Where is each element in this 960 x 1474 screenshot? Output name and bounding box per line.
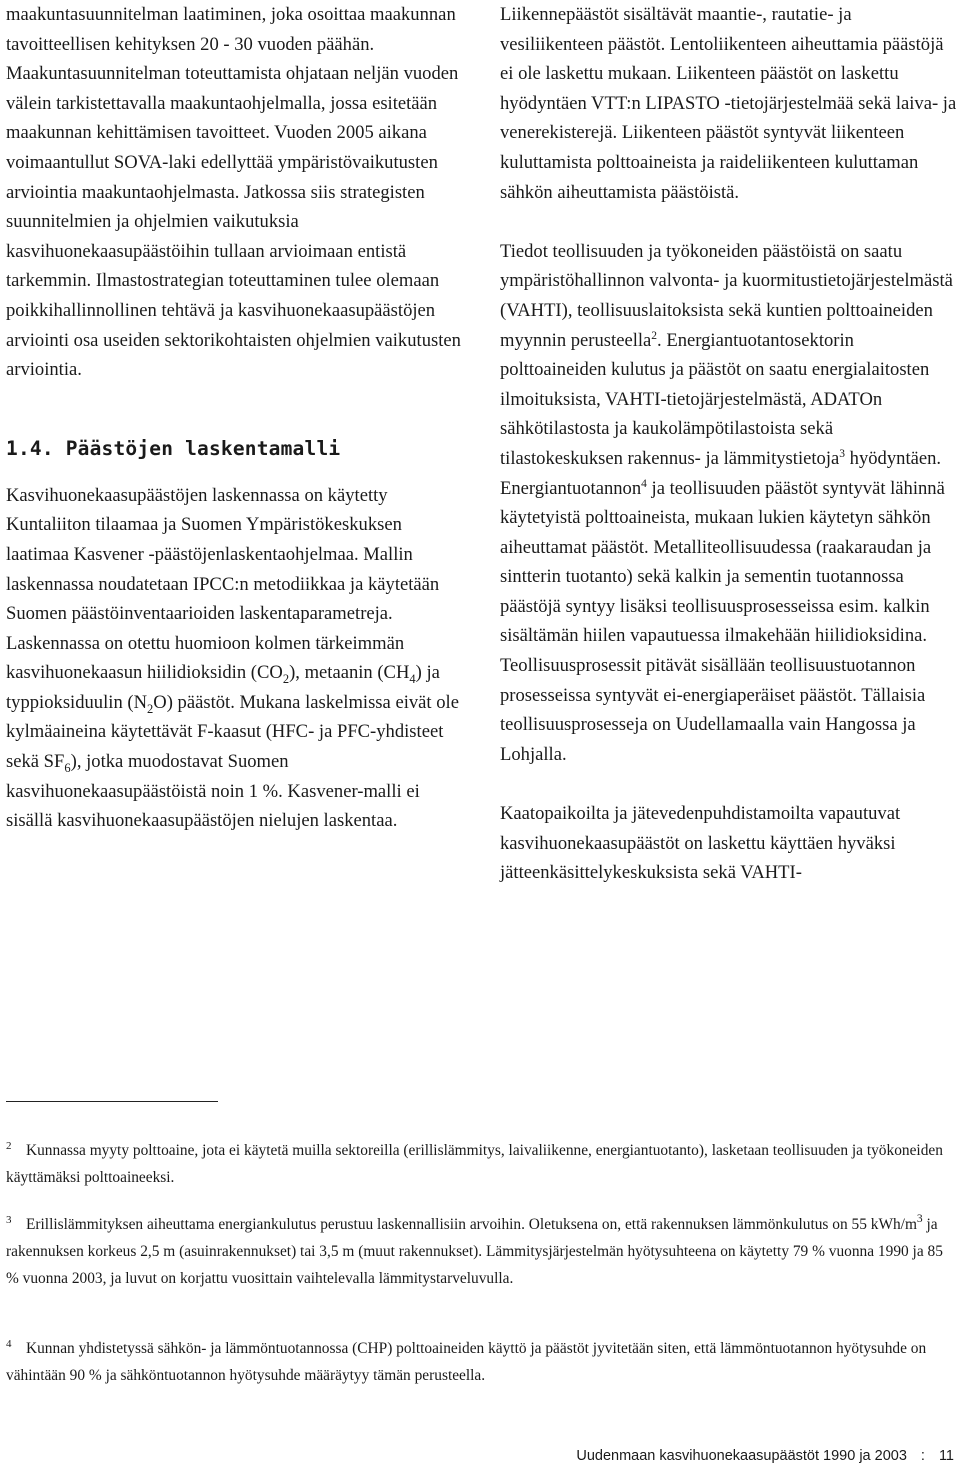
footnote-text: Kunnan yhdistetyssä sähkön- ja lämmöntuotannossa (CHP) polttoaineiden käyttö ja päästöt jyvitetään siten, että lämmöntuotannon hyötysuhde on vähintään 90 % ja sähköntuotannon hyötysuhde määräytyy tämän perusteella.	[6, 1340, 927, 1384]
right-column	[500, 0, 958, 888]
footnote-text: ja rakennuksen korkeus 2,5 m (asuinrakennukset) tai 3,5 m (muut rakennukset). Lämmitysjärjestelmän hyötysuhteena on käytetty 79 % vuonna 1990 ja 85 % vuonna 2003, ja luvut on korjattu vuosittain vaihtelevalla lämmitystarveluvulla.	[6, 1216, 943, 1287]
text-run: ja teollisuuden päästöt syntyvät lähinnä käytetyistä polttoaineista, mukaan lukien käytetyn sähkön aiheuttamat päästöt. Metalliteollisuudessa (raakaraudan ja sintterin tuotanto) sekä kalkin ja sementin tuotannossa päästöjä syntyy lisäksi teollisuusprosesseissa esim. kalkin sisältämän hiilen vapautuessa ilmakehään hiilidioksidina. Teollisuusprosessit pitävät sisällään teollisuustuotannon prosesseissa syntyvät ei-energiaperäiset päästöt. Tällaisia teollisuusprosesseja on Uudellamaalla vain Hangossa ja Lohjalla.	[500, 477, 945, 765]
text-run: O) päästöt. Mukana laskelmissa eivät ole kylmäaineina käytettävät F-kaasut (HFC- ja PFC-yhdisteet sekä SF	[6, 691, 459, 773]
body-paragraph: maakuntasuunnitelman laatiminen, joka osoittaa maakunnan tavoitteellisen kehityksen 20 - 30 vuoden päähän. Maakuntasuunnitelman toteuttamista ohjataan neljän vuoden välein tarkistettavalla maakuntaohjelmalla, jossa esitetään maakunnan kehittämisen tavoitteet. Vuoden 2005 aikana voimaantullut SOVA-laki edellyttää ympäristövaikutusten arviointia maakuntaohjelmasta. Jatkossa siis strategisten suunnitelmien ja ohjelmien vaikutuksia kasvihuonekaasupäästöihin tullaan arvioimaan entistä tarkemmin. Ilmastostrategian toteuttaminen tulee olemaan poikkihallinnollinen tehtävä ja kasvihuonekaasupäästöjen arviointi osa useiden sektorikohtaisten ohjelmien vaikutusten arviointia.	[6, 4, 461, 381]
text-run: ), jotka muodostavat Suomen kasvihuonekaasupäästöistä noin 1 %. Kasvener-malli ei sisällä kasvihuonekaasupäästöjen nielujen laskentaa.	[6, 751, 420, 832]
footnote-text: Kunnassa myyty polttoaine, jota ei käytetä muilla sektoreilla (erillislämmitys, laivaliikenne, energiantuotanto), lasketaan teollisuuden ja työkoneiden käyttämäksi polttoaineeksi.	[6, 1142, 943, 1186]
left-column	[6, 0, 468, 836]
body-paragraph	[6, 481, 468, 836]
body-paragraph	[500, 237, 958, 770]
body-paragraph: Kaatopaikoilta ja jätevedenpuhdistamoilta vapautuvat kasvihuonekaasupäästöt on laskettu käyttäen hyväksi jätteenkäsittelykeskuksista sekä VAHTI-	[500, 803, 901, 884]
section-heading: 1.4. Päästöjen laskentamalli	[6, 436, 341, 460]
footnote-ref[interactable]: 4	[641, 477, 647, 490]
footnote-divider	[6, 1101, 218, 1102]
text-run: . Energiantuotantosektorin polttoaineiden kulutus ja päästöt on saatu energialaitosten ilmoituksista, VAHTI-tietojärjestelmästä, ADATOn sähkötilastosta ja kaukolämpötilastoista sekä tilastokeskuksen rakennus- ja lämmitystietoja	[500, 329, 930, 469]
subscript: 2	[147, 701, 154, 716]
subscript: 6	[64, 761, 71, 776]
text-run: ) ja typpioksiduulin (N	[6, 662, 440, 713]
subscript: 4	[409, 672, 416, 687]
text-run: Kasvihuonekaasupäästöjen laskennassa on käytetty Kuntaliiton tilaamaa ja Suomen Ympäristökeskuksen laatimaa Kasvener -päästöjenlaskentaohjelmaa. Mallin laskennassa noudatetaan IPCC:n metodiikkaa ja käytetään Suomen päästöinventaarioiden laskentaparametreja. Laskennassa on otettu huomioon kolmen tärkeimmän kasvihuonekaasun hiilidioksidin (CO	[6, 484, 440, 684]
footer-title: Uudenmaan kasvihuonekaasupäästöt 1990 ja 2003	[576, 1448, 907, 1464]
footnote-ref[interactable]: 3	[839, 447, 846, 460]
superscript: 3	[916, 1213, 923, 1225]
footnote-ref[interactable]: 2	[651, 329, 658, 342]
footnote: 2 Kunnassa myyty polttoaine, jota ei käytetä muilla sektoreilla (erillislämmitys, laivaliikenne, energiantuotanto), lasketaan teollisuuden ja työkoneiden käyttämäksi polttoaineeksi.	[6, 1140, 943, 1186]
text-run: Tiedot teollisuuden ja työkoneiden päästöistä on saatu ympäristöhallinnon valvonta- ja kuormitustietojärjestelmästä (VAHTI), teollisuuslaitoksista sekä kuntien polttoaineiden myynnin perusteella	[500, 240, 953, 351]
body-paragraph: Liikennepäästöt sisältävät maantie-, rautatie- ja vesiliikenteen päästöt. Lentoliikenteen aiheuttamia päästöjä ei ole laskettu mukaan. Liikenteen päästöt on laskettu hyödyntäen VTT:n LIPASTO -tietojärjestelmää sekä laiva- ja venerekisterejä. Liikenteen päästöt syntyvät liikenteen kuluttamista polttoaineista ja raideliikenteen kuluttaman sähkön aiheuttamista päästöistä.	[500, 4, 957, 203]
footnote-text: Erillislämmityksen aiheuttama energiankulutus perustuu laskennallisiin arvoihin. Oletuksena on, että rakennuksen lämmönkulutus on 55 kWh/m	[26, 1216, 917, 1233]
text-run: hyödyntäen. Energiantuotannon	[500, 447, 942, 499]
page-footer	[576, 1446, 954, 1466]
footnote: 4 Kunnan yhdistetyssä sähkön- ja lämmöntuotannossa (CHP) polttoaineiden käyttö ja päästöt jyvitetään siten, että lämmöntuotannon hyötysuhde on vähintään 90 % ja sähköntuotannon hyötysuhde määräytyy tämän perusteella.	[6, 1338, 927, 1384]
page-number: 11	[938, 1448, 954, 1464]
text-run: ), metaanin (CH	[289, 662, 410, 684]
footer-separator: :	[920, 1448, 925, 1464]
footnote: 3 Erillislämmityksen aiheuttama energiankulutus perustuu laskennallisiin arvoihin. Oletuksena on, että rakennuksen lämmönkulutus on 55 kWh/$m^3$ ja rakennuksen korkeus 2,5 m (asuinrakennukset) tai 3,5 m (muut rakennukset). Lämmitysjärjestelmän hyötysuhteena on käytetty 79 % vuonna 1990 ja 85 % vuonna 2003, ja luvut on korjattu vuosittain vaihtelevalla lämmitystarveluvulla.	[6, 1213, 943, 1287]
subscript: 2	[282, 672, 290, 687]
